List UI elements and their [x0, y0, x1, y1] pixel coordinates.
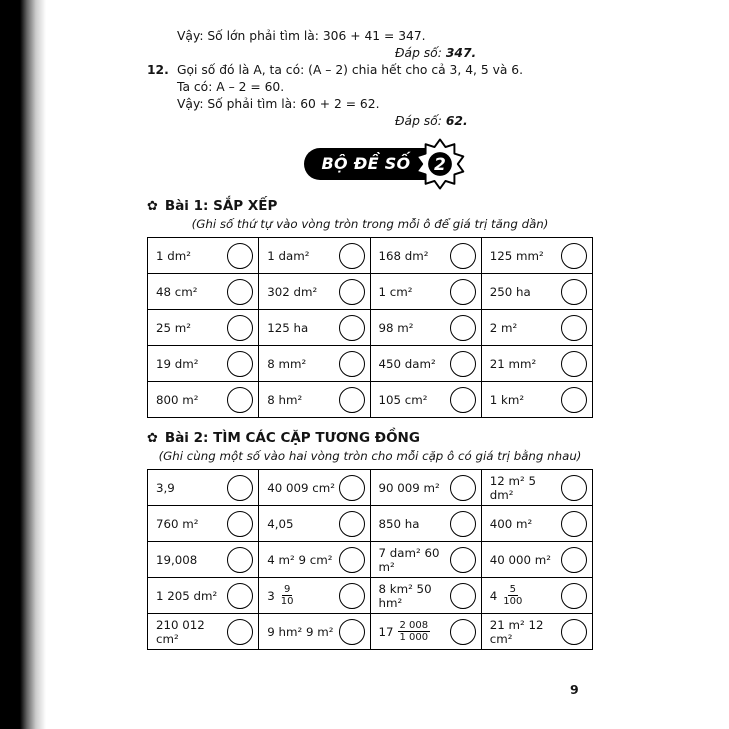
- exercise-2-note: (Ghi cùng một số vào hai vòng tròn cho mỗi cặp ô có giá trị bằng nhau): [158, 449, 582, 463]
- table-cell: [148, 238, 259, 274]
- table-cell: [259, 542, 370, 578]
- answer-circle[interactable]: [227, 351, 253, 377]
- answer-circle[interactable]: [561, 547, 587, 573]
- section-badge: [177, 138, 593, 190]
- answer-value: 347.: [445, 46, 477, 60]
- cell-value-label: 8 hm²: [267, 392, 303, 407]
- answer-circle[interactable]: [450, 475, 476, 501]
- answer-circle[interactable]: [339, 315, 365, 341]
- table-cell: [481, 578, 592, 614]
- answer-circle[interactable]: [561, 475, 587, 501]
- table-cell: [148, 382, 259, 418]
- answer-circle[interactable]: [561, 351, 587, 377]
- cell-value-label: 98 m²: [378, 320, 414, 335]
- item-number: 12.: [147, 63, 169, 77]
- answer-circle[interactable]: [450, 547, 476, 573]
- table-cell: [259, 614, 370, 650]
- fraction: [398, 620, 431, 644]
- table-cell: [481, 274, 592, 310]
- answer-circle[interactable]: [561, 243, 587, 269]
- whole-number: 17: [378, 624, 394, 639]
- table-cell: [148, 470, 259, 506]
- cell-value-label: 40 009 cm²: [267, 480, 335, 495]
- fraction-denominator: 10: [280, 596, 294, 607]
- table-cell: [481, 614, 592, 650]
- answer-circle[interactable]: [339, 619, 365, 645]
- cell-value-label: [267, 584, 295, 608]
- cell-value-label: 4,05: [267, 516, 294, 531]
- answer-circle[interactable]: [227, 619, 253, 645]
- table-cell: [370, 382, 481, 418]
- answer-circle[interactable]: [227, 315, 253, 341]
- cell-value-label: 21 m² 12 cm²: [489, 617, 544, 646]
- answer-line: [147, 45, 593, 62]
- solution-line: Vậy: Số phải tìm là: 60 + 2 = 62.: [177, 97, 380, 111]
- answer-circle[interactable]: [450, 583, 476, 609]
- table-cell: [481, 382, 592, 418]
- table-cell: [148, 346, 259, 382]
- cell-value-label: 3,9: [156, 480, 175, 495]
- answer-circle[interactable]: [450, 315, 476, 341]
- cell-value-label: [490, 584, 525, 608]
- answer-circle[interactable]: [227, 475, 253, 501]
- fraction: [279, 584, 296, 608]
- table-row: [148, 274, 593, 310]
- cell-value-label: 9 hm² 9 m²: [267, 624, 334, 639]
- solution-line: Gọi số đó là A, ta có: (A – 2) chia hết cho cả 3, 4, 5 và 6.: [177, 63, 524, 77]
- answer-circle[interactable]: [339, 243, 365, 269]
- cell-value-label: 90 009 m²: [378, 480, 440, 495]
- table-row: [148, 310, 593, 346]
- table-cell: [148, 614, 259, 650]
- answer-label: Đáp số:: [395, 46, 442, 60]
- answer-circle[interactable]: [450, 351, 476, 377]
- cell-value-label: 12 m² 5 dm²: [489, 473, 536, 502]
- section-badge-label: BỘ ĐỀ SỐ: [321, 154, 411, 173]
- answer-circle[interactable]: [450, 243, 476, 269]
- answer-circle[interactable]: [339, 351, 365, 377]
- table-row: [148, 470, 593, 506]
- table-cell: [259, 578, 370, 614]
- answer-circle[interactable]: [561, 387, 587, 413]
- table-row: [148, 382, 593, 418]
- table-cell: [481, 470, 592, 506]
- answer-circle[interactable]: [561, 511, 587, 537]
- answer-circle[interactable]: [339, 279, 365, 305]
- exercise-1-note: (Ghi số thứ tự vào vòng tròn trong mỗi ô để giá trị tăng dần): [191, 217, 549, 231]
- answer-circle[interactable]: [227, 387, 253, 413]
- exercise-2-title: Bài 2: TÌM CÁC CẶP TƯƠNG ĐỒNG: [164, 430, 420, 446]
- cell-value-label: 1 dm²: [156, 248, 191, 263]
- answer-circle[interactable]: [227, 583, 253, 609]
- answer-circle[interactable]: [339, 475, 365, 501]
- cell-value-label: 400 m²: [489, 516, 533, 531]
- table-cell: [148, 310, 259, 346]
- cell-value-label: 8 mm²: [267, 356, 307, 371]
- table-cell: [370, 346, 481, 382]
- table-cell: [370, 470, 481, 506]
- answer-circle[interactable]: [450, 279, 476, 305]
- exercise-1-table: [147, 237, 593, 418]
- solution-line: Vậy: Số lớn phải tìm là: 306 + 41 = 347.: [177, 29, 426, 43]
- cell-value-label: 302 dm²: [267, 284, 318, 299]
- table-cell: [481, 346, 592, 382]
- cell-value-label: 1 205 dm²: [156, 588, 218, 603]
- fraction-denominator: 100: [503, 596, 523, 607]
- table-row: [148, 346, 593, 382]
- cell-value-label: 210 012 cm²: [156, 617, 205, 646]
- solution-line: Ta có: A – 2 = 60.: [177, 80, 285, 94]
- answer-line: [147, 113, 593, 130]
- cell-value-label: 8 km² 50 hm²: [378, 581, 432, 610]
- table-row: [148, 506, 593, 542]
- cell-value-label: 2 m²: [489, 320, 518, 335]
- answer-circle[interactable]: [450, 619, 476, 645]
- table-cell: [148, 506, 259, 542]
- page-number: 9: [570, 682, 579, 697]
- answer-circle[interactable]: [227, 547, 253, 573]
- section-badge-number: 2: [434, 154, 447, 175]
- fraction: [501, 584, 524, 608]
- table-cell: [259, 274, 370, 310]
- cell-value-label: 125 ha: [267, 320, 309, 335]
- table-cell: [148, 274, 259, 310]
- cell-value-label: [379, 620, 431, 644]
- answer-circle[interactable]: [561, 279, 587, 305]
- fraction-numerator: 5: [509, 583, 516, 595]
- cell-value-label: 40 000 m²: [489, 552, 551, 567]
- answer-circle[interactable]: [339, 511, 365, 537]
- cell-value-label: 48 cm²: [156, 284, 198, 299]
- cell-value-label: 1 km²: [489, 392, 525, 407]
- table-cell: [259, 346, 370, 382]
- cell-value-label: 168 dm²: [378, 248, 429, 263]
- page-content: [147, 28, 593, 662]
- table-cell: [259, 310, 370, 346]
- answer-label: Đáp số:: [395, 114, 442, 128]
- answer-circle[interactable]: [561, 583, 587, 609]
- table-cell: [370, 238, 481, 274]
- table-cell: [148, 542, 259, 578]
- cell-value-label: 7 dam² 60 m²: [378, 545, 440, 574]
- cell-value-label: 760 m²: [156, 516, 199, 531]
- answer-circle[interactable]: [450, 511, 476, 537]
- answer-circle[interactable]: [227, 279, 253, 305]
- table-cell: [148, 578, 259, 614]
- answer-circle[interactable]: [339, 547, 365, 573]
- table-row: [148, 542, 593, 578]
- table-cell: [370, 274, 481, 310]
- cell-value-label: 800 m²: [156, 392, 199, 407]
- flower-icon: ✿: [147, 430, 158, 446]
- book-spine-shadow: [0, 0, 46, 729]
- exercise-1-title: Bài 1: SẮP XẾP: [164, 198, 278, 214]
- answer-value: 62.: [445, 114, 468, 128]
- table-cell: [370, 578, 481, 614]
- table-cell: [370, 506, 481, 542]
- problem-item-12: [147, 62, 593, 113]
- table-cell: [370, 310, 481, 346]
- cell-value-label: 250 ha: [489, 284, 531, 299]
- star-badge-icon: [414, 138, 466, 190]
- table-cell: [481, 310, 592, 346]
- table-row: [148, 578, 593, 614]
- exercise-2-table: [147, 469, 593, 650]
- table-cell: [370, 542, 481, 578]
- table-cell: [481, 238, 592, 274]
- table-cell: [259, 238, 370, 274]
- answer-circle[interactable]: [339, 387, 365, 413]
- fraction-numerator: 2 008: [399, 619, 429, 631]
- cell-value-label: 4 m² 9 cm²: [267, 552, 333, 567]
- answer-circle[interactable]: [227, 511, 253, 537]
- table-cell: [259, 506, 370, 542]
- cell-value-label: 1 dam²: [267, 248, 310, 263]
- table-row: [148, 614, 593, 650]
- answer-circle[interactable]: [561, 619, 587, 645]
- answer-circle[interactable]: [561, 315, 587, 341]
- fraction-numerator: 9: [283, 583, 291, 595]
- answer-circle[interactable]: [339, 583, 365, 609]
- cell-value-label: 19,008: [156, 552, 198, 567]
- cell-value-label: 450 dam²: [378, 356, 436, 371]
- whole-number: 4: [489, 588, 498, 603]
- cell-value-label: 19 dm²: [156, 356, 199, 371]
- cell-value-label: 1 cm²: [378, 284, 413, 299]
- whole-number: 3: [267, 588, 275, 603]
- cell-value-label: 125 mm²: [489, 248, 544, 263]
- exercise-1-heading: [147, 198, 593, 214]
- cell-value-label: 850 ha: [378, 516, 420, 531]
- table-cell: [481, 542, 592, 578]
- answer-circle[interactable]: [450, 387, 476, 413]
- exercise-2-heading: [147, 430, 593, 446]
- table-cell: [259, 382, 370, 418]
- table-row: [148, 238, 593, 274]
- answer-circle[interactable]: [227, 243, 253, 269]
- cell-value-label: 105 cm²: [378, 392, 428, 407]
- fraction-denominator: 1 000: [399, 632, 429, 643]
- table-cell: [259, 470, 370, 506]
- cell-value-label: 25 m²: [156, 320, 191, 335]
- table-cell: [481, 506, 592, 542]
- cell-value-label: 21 mm²: [489, 356, 537, 371]
- table-cell: [370, 614, 481, 650]
- flower-icon: ✿: [147, 198, 158, 214]
